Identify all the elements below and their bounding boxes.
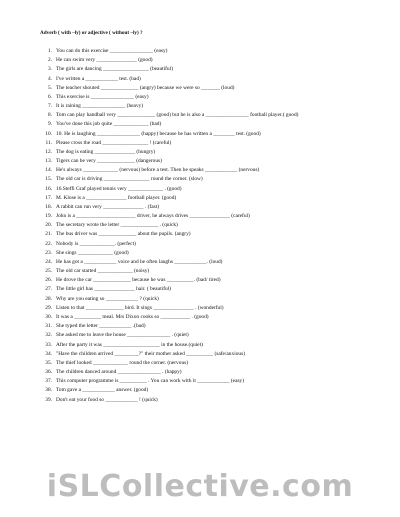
item-text: Tigers can be very ______________ (dangerous) — [56, 158, 162, 165]
exercise-item — [40, 203, 370, 212]
exercise-item — [40, 157, 370, 166]
item-number: 39. — [45, 396, 52, 403]
exercise-item — [40, 166, 370, 175]
exercise-item — [40, 359, 370, 368]
item-text: It was a __________ meal. Mrs Dixon cooks so ___________ . (good) — [56, 313, 209, 320]
exercise-item — [40, 75, 370, 84]
item-text: Tom gave a ____________ answer. (good) — [56, 387, 149, 394]
item-text: Listen to that ______________ bird. It sings _______________ . (wonderful) — [56, 304, 224, 311]
item-text: She typed the letter ____________ .(bad) — [56, 323, 146, 330]
item-text: I've written a ____________ test. (bad) — [56, 75, 141, 82]
item-number: 19. — [45, 213, 52, 220]
item-number: 21. — [45, 231, 52, 238]
item-text: It is raining ________________ (heavy) — [56, 103, 144, 110]
exercise-item — [40, 240, 370, 249]
item-text: He drove the car ______________ because he was __________. (bad/ tired) — [56, 277, 221, 284]
item-text: You can do this exercise ________________ (easy) — [56, 48, 168, 54]
item-number: 23. — [45, 249, 52, 256]
item-text: He's always _____________ (nervous) before a test. Then he speaks ____________ (nervous) — [56, 167, 260, 174]
item-text: You've done this job quite _____________ (bad) — [56, 121, 162, 128]
exercise-item — [40, 313, 370, 322]
item-number: 15. — [45, 176, 52, 183]
exercise-item — [40, 258, 370, 267]
item-text: The old car is driving _________________ round the corner. (slow) — [56, 176, 203, 183]
item-number: 5. — [47, 84, 52, 91]
exercise-item — [40, 276, 370, 285]
item-text: The children danced around ________________ . (happy) — [56, 369, 182, 376]
item-text: After the party it was _____________________ in the house.(quiet) — [56, 341, 203, 348]
item-number: 18. — [45, 203, 52, 210]
item-text: A rabbit can run very _______________ . (fast) — [56, 203, 159, 210]
item-text: This computer programme is __________ . You can work with it ____________ (easy) — [56, 378, 245, 385]
item-text: This exercise is ________________ (easy) — [56, 93, 149, 100]
exercise-item — [40, 350, 370, 359]
exercise-item — [40, 194, 370, 203]
item-number: 14. — [45, 167, 52, 174]
item-text: Tom can play handball very ______________ (good) but he is also a ________________ football player.( good) — [56, 112, 299, 119]
item-number: 6. — [47, 93, 52, 100]
item-number: 11. — [45, 139, 52, 146]
item-number: 7. — [47, 103, 52, 110]
item-text: She asked me to leave the house ________________ . (quiet) — [56, 332, 189, 339]
item-number: 24. — [45, 258, 52, 265]
item-text: Nobody is _____________. (perfect) — [56, 240, 136, 247]
item-number: 25. — [45, 268, 52, 275]
item-number: 34. — [45, 350, 52, 357]
item-number: 22. — [45, 240, 52, 247]
item-number: 37. — [45, 378, 52, 385]
exercise-item — [40, 130, 370, 139]
watermark-logo: iSLCollective.com — [46, 469, 354, 504]
item-number: 12. — [45, 148, 52, 155]
item-text: M. Klose is a _______________ football player. (good) — [56, 194, 177, 201]
exercise-item — [40, 249, 370, 258]
exercise-item — [40, 230, 370, 239]
exercise-item — [40, 377, 370, 386]
item-number: 28. — [45, 295, 52, 302]
item-text: He can swim very _______________ (good) — [56, 57, 153, 64]
item-number: 38. — [45, 387, 52, 394]
item-text: 10. He is laughing ________________ (happy) because he has written a ________ test. (good) — [56, 130, 261, 137]
exercise-item — [40, 102, 370, 111]
exercise-item — [40, 84, 370, 93]
exercise-item — [40, 65, 370, 74]
item-number: 29. — [45, 304, 52, 311]
item-text: The little girl has _______________ hair. ( beautiful) — [56, 286, 171, 293]
item-number: 20. — [45, 222, 52, 229]
item-text: The thief looked _____________ round the corner. (nervous) — [56, 359, 189, 366]
item-number: 4. — [47, 75, 52, 82]
item-number: 17. — [45, 194, 52, 201]
item-number: 26. — [45, 277, 52, 284]
exercise-item — [40, 185, 370, 194]
worksheet-title: Adverb ( with –ly) or adjective ( without –ly) ? — [40, 30, 143, 36]
item-text: The girls are dancing _________________ (beautiful) — [56, 66, 173, 73]
exercise-item — [40, 285, 370, 294]
item-text: The old car started _____________ (noisy) — [56, 268, 150, 275]
item-number: 8. — [47, 112, 52, 119]
exercise-item — [40, 93, 370, 102]
item-text: John is a ______________________ driver, he always drives _______________ (careful) — [56, 213, 250, 220]
item-text: She sings _____________ (good) — [56, 249, 129, 256]
exercise-item — [40, 304, 370, 313]
item-number: 33. — [45, 341, 52, 348]
exercise-item — [40, 111, 370, 120]
item-number: 32. — [45, 332, 52, 339]
exercise-item — [40, 212, 370, 221]
item-number: 30. — [45, 313, 52, 320]
exercise-item — [40, 120, 370, 129]
item-number: 35. — [45, 359, 52, 366]
exercise-item — [40, 267, 370, 276]
exercise-item — [40, 331, 370, 340]
item-number: 36. — [45, 369, 52, 376]
exercise-item — [40, 396, 370, 405]
exercise-item — [40, 295, 370, 304]
item-text: The bus driver was ______________ about the pupils. (angry) — [56, 231, 191, 238]
exercise-item — [40, 221, 370, 230]
item-text: "Have the children arrived _________?" their mother asked __________ (safe/anxious) — [56, 350, 245, 357]
exercise-item — [40, 139, 370, 148]
item-number: 3. — [47, 66, 52, 73]
exercise-item — [40, 56, 370, 65]
exercise-item — [40, 368, 370, 377]
item-number: 31. — [45, 323, 52, 330]
exercise-list — [40, 47, 370, 405]
exercise-item — [40, 175, 370, 184]
exercise-item — [40, 148, 370, 157]
item-text: The secretary wrote the letter ______________ . (quick) — [56, 222, 178, 229]
item-number: 13. — [45, 158, 52, 165]
exercise-item — [40, 341, 370, 350]
item-number: 9. — [47, 121, 52, 128]
item-text: Don't eat your food so ____________ ! (quick) — [56, 396, 158, 403]
item-number: 27. — [45, 286, 52, 293]
exercise-item — [40, 386, 370, 395]
item-number: 16. — [45, 185, 52, 192]
item-number: 2. — [47, 57, 52, 64]
item-text: Please cross the road _________________ ! (careful) — [56, 139, 172, 146]
item-text: 16.Steffi Graf played tennis very _____________ . (good) — [56, 185, 182, 192]
item-number: 1. — [47, 48, 52, 54]
exercise-item — [40, 47, 370, 56]
exercise-item — [40, 322, 370, 331]
item-text: The teacher shouted ______________ (angry) because we were so _______ (loud) — [56, 84, 235, 91]
item-text: The dog is eating _______________ (hungry) — [56, 148, 156, 155]
item-number: 10. — [45, 130, 52, 137]
item-text: Why are you eating so ____________ ? (quick) — [56, 295, 159, 302]
item-text: He has got a ____________ voice and he often laughs ____________. (loud) — [56, 258, 223, 265]
